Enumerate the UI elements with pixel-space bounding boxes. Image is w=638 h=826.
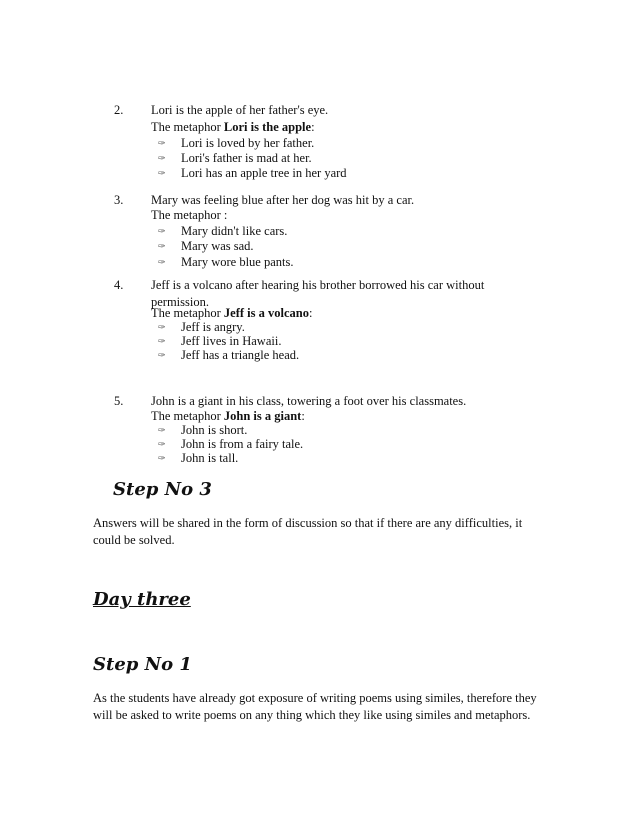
answer-option: ✑ Mary wore blue pants. bbox=[158, 255, 294, 269]
pen-bullet-icon: ✑ bbox=[158, 439, 166, 449]
answer-option: ✑ John is short. bbox=[158, 423, 248, 437]
day-three-heading: Day three bbox=[93, 589, 191, 610]
metaphor-line: The metaphor Jeff is a volcano: bbox=[151, 306, 313, 320]
metaphor-line: The metaphor : bbox=[151, 208, 228, 222]
metaphor-line: The metaphor John is a giant: bbox=[151, 409, 305, 423]
pen-bullet-icon: ✑ bbox=[158, 336, 166, 346]
question-number: 3. bbox=[114, 193, 124, 207]
metaphor-line: The metaphor Lori is the apple: bbox=[151, 120, 315, 134]
question-sentence: Lori is the apple of her father's eye. bbox=[151, 103, 329, 117]
step-3-heading: Step No 3 bbox=[113, 479, 212, 500]
question-number: 2. bbox=[114, 103, 124, 117]
pen-bullet-icon: ✑ bbox=[158, 168, 166, 178]
question-sentence: John is a giant in his class, towering a foot over his classmates. bbox=[151, 394, 467, 408]
answer-option: ✑ Jeff lives in Hawaii. bbox=[158, 334, 282, 348]
answer-option: ✑ John is from a fairy tale. bbox=[158, 437, 304, 451]
answer-option: ✑ Jeff has a triangle head. bbox=[158, 348, 300, 362]
answer-option: ✑ Lori has an apple tree in her yard bbox=[158, 166, 347, 180]
question-sentence: Mary was feeling blue after her dog was hit by a car. bbox=[151, 193, 415, 207]
pen-bullet-icon: ✑ bbox=[158, 322, 166, 332]
answer-option: ✑ John is tall. bbox=[158, 451, 239, 465]
pen-bullet-icon: ✑ bbox=[158, 257, 166, 267]
step-1-text: As the students have already got exposure of writing poems using similes, therefore they will be asked to write poems on any thing which they like using similes and metaphors. bbox=[93, 691, 537, 722]
question-number: 5. bbox=[114, 394, 124, 408]
pen-bullet-icon: ✑ bbox=[158, 453, 166, 463]
pen-bullet-icon: ✑ bbox=[158, 153, 166, 163]
pen-bullet-icon: ✑ bbox=[158, 425, 166, 435]
pen-bullet-icon: ✑ bbox=[158, 226, 166, 236]
pen-bullet-icon: ✑ bbox=[158, 241, 166, 251]
answer-option: ✑ Jeff is angry. bbox=[158, 320, 245, 334]
answer-option: ✑ Mary didn't like cars. bbox=[158, 224, 288, 238]
answer-option: ✑ Mary was sad. bbox=[158, 239, 254, 253]
question-number: 4. bbox=[114, 278, 124, 292]
pen-bullet-icon: ✑ bbox=[158, 138, 166, 148]
answer-option: ✑ Lori is loved by her father. bbox=[158, 136, 315, 150]
pen-bullet-icon: ✑ bbox=[158, 350, 166, 360]
question-sentence: Jeff is a volcano after hearing his brother borrowed his car without permission. bbox=[151, 278, 485, 309]
step-3-text: Answers will be shared in the form of discussion so that if there are any difficulties, it could be solved. bbox=[93, 516, 523, 547]
step-1-heading: Step No 1 bbox=[93, 654, 192, 675]
answer-option: ✑ Lori's father is mad at her. bbox=[158, 151, 312, 165]
